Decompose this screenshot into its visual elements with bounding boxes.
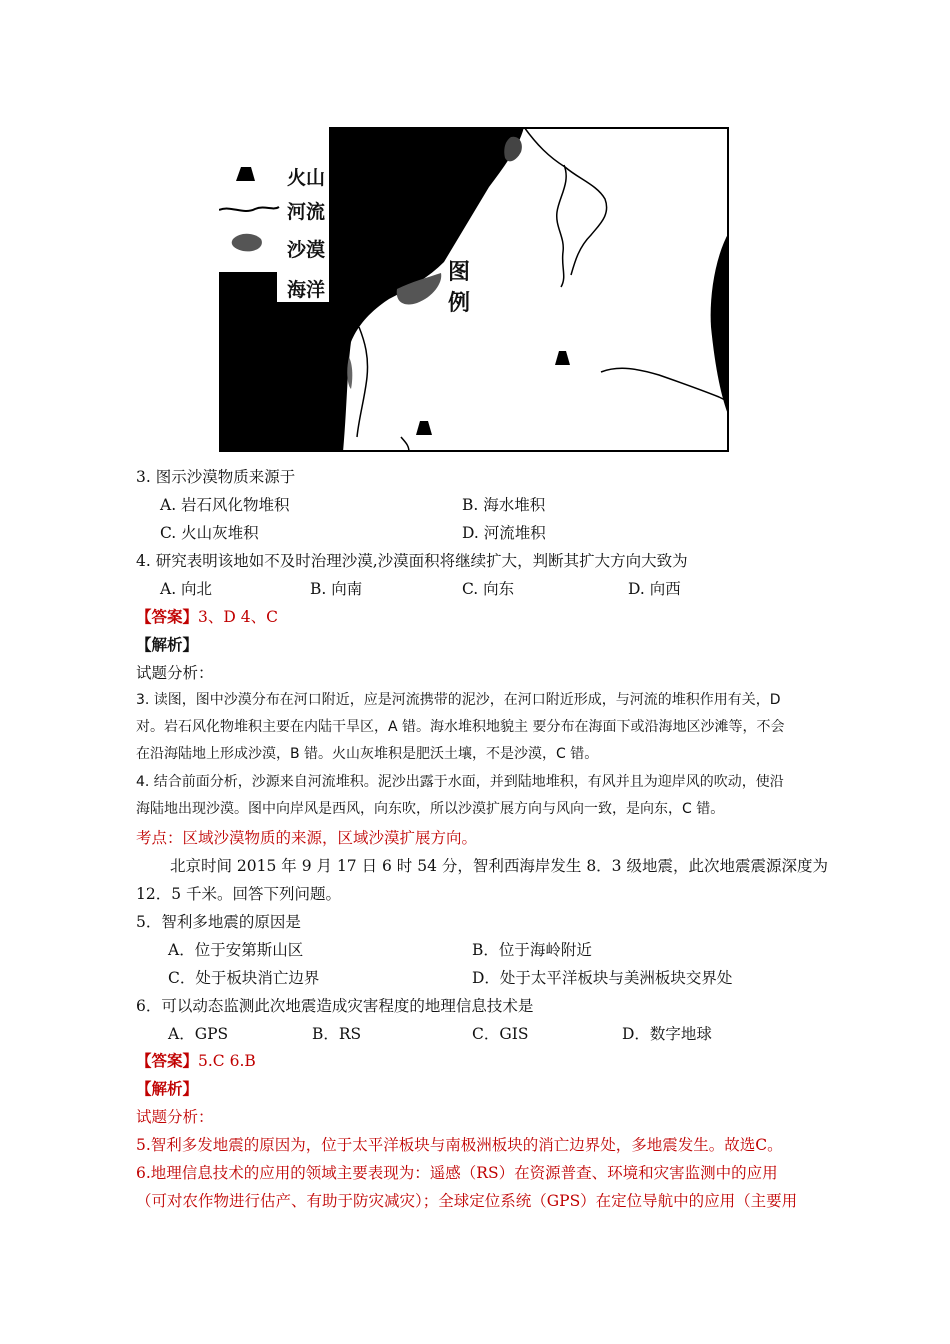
kaodian: 考点：区域沙漠物质的来源，区域沙漠扩展方向。 (136, 829, 478, 847)
q5-option-b: B．位于海岭附近 (472, 941, 592, 959)
passage-line: 北京时间 2015 年 9 月 17 日 6 时 54 分，智利西海岸发生 8．3 级地震，此次地震震源深度为 (170, 857, 828, 875)
q6-option-b: B．RS (312, 1025, 362, 1043)
q4-option-b: B. 向南 (310, 580, 363, 598)
answer-block-2 (136, 1052, 256, 1071)
q3-option-a: A. 岩石风化物堆积 (160, 496, 290, 514)
analysis-label: 【解析】 (136, 1079, 199, 1098)
q3-option-d: D. 河流堆积 (462, 524, 546, 542)
analysis-line: 对。岩石风化物堆积主要在内陆干旱区，A 错。海水堆积地貌主 要分布在海面下或沿海地区沙滩等，不会 (136, 719, 785, 735)
q6-option-c: C．GIS (472, 1025, 529, 1043)
analysis-intro: 试题分析： (136, 664, 214, 682)
q3-option-b: B. 海水堆积 (462, 496, 546, 514)
legend-label-volcano: 火山 (287, 167, 326, 189)
legend-label-river: 河流 (287, 201, 326, 223)
q4-option-d: D. 向西 (628, 580, 681, 598)
analysis-line: 3. 读图，图中沙漠分布在河口附近，应是河流携带的泥沙，在河口附近形成，与河流的堆积作用有关，D (136, 692, 781, 708)
q4-option-a: A. 向北 (160, 580, 213, 598)
analysis-label: 【解析】 (136, 635, 199, 654)
q6-stem: 6．可以动态监测此次地震造成灾害程度的地理信息技术是 (136, 997, 534, 1015)
legend-label-desert: 沙漠 (287, 239, 326, 261)
analysis-line: 4. 结合前面分析，沙源来自河流堆积。泥沙出露于水面，并到陆地堆积，有风并且为迎岸风的吹动，使沿 (136, 774, 784, 790)
q5-stem: 5．智利多地震的原因是 (136, 913, 301, 931)
answer-text: 5.C 6.B (198, 1052, 256, 1070)
q3-stem: 3. 图示沙漠物质来源于 (136, 468, 296, 486)
legend-label-ocean: 海洋 (287, 279, 326, 301)
analysis-line: 5.智利多发地震的原因为，位于太平洋板块与南极洲板块的消亡边界处，多地震发生。故选C。 (136, 1136, 783, 1154)
answer-block-1 (136, 608, 278, 627)
analysis-intro: 试题分析： (136, 1108, 214, 1126)
q5-option-a: A．位于安第斯山区 (168, 941, 304, 959)
analysis-line: （可对农作物进行估产、有助于防灾减灾）；全球定位系统（GPS）在定位导航中的应用（主要用 (136, 1192, 798, 1210)
q6-option-d: D．数字地球 (622, 1025, 712, 1043)
legend-title: 图例 (448, 260, 471, 316)
q6-option-a: A．GPS (168, 1025, 229, 1043)
answer-text: 3、D 4、C (198, 608, 278, 626)
analysis-line: 6.地理信息技术的应用的领域主要表现为：遥感（RS）在资源普查、环境和灾害监测中的应用 (136, 1164, 778, 1182)
q5-option-d: D．处于太平洋板块与美洲板块交界处 (472, 969, 733, 987)
answer-label: 【答案】 (136, 1051, 199, 1070)
analysis-line: 在沿海陆地上形成沙漠，B 错。火山灰堆积是肥沃土壤，不是沙漠，C 错。 (136, 746, 599, 762)
analysis-line: 海陆地出现沙漠。图中向岸风是西风，向东吹，所以沙漠扩展方向与风向一致，是向东，C 错。 (136, 801, 725, 817)
passage-line: 12．5 千米。回答下列问题。 (136, 885, 342, 903)
q5-option-c: C．处于板块消亡边界 (168, 969, 320, 987)
q3-option-c: C. 火山灰堆积 (160, 524, 259, 542)
answer-label: 【答案】 (136, 607, 199, 626)
q4-stem: 4. 研究表明该地如不及时治理沙漠,沙漠面积将继续扩大，判断其扩大方向大致为 (136, 552, 688, 570)
q4-option-c: C. 向东 (462, 580, 515, 598)
